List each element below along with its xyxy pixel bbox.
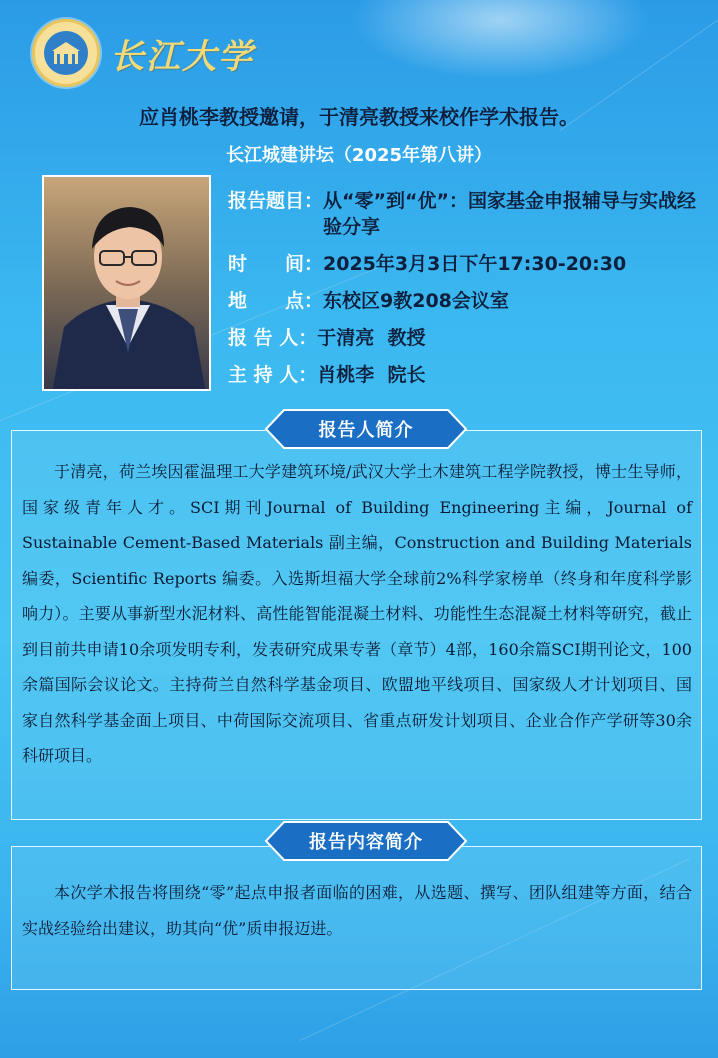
series-title: 长江城建讲坛（2025年第八讲） bbox=[225, 145, 493, 166]
university-name: 长江大学 bbox=[110, 36, 254, 77]
speaker-label: 报 告 人： bbox=[228, 327, 318, 349]
lecture-info bbox=[228, 188, 713, 399]
speaker-intro-tab bbox=[262, 408, 470, 450]
host-label: 主 持 人： bbox=[228, 364, 318, 386]
background-glow bbox=[350, 0, 650, 80]
time-label: 时 间： bbox=[228, 253, 324, 275]
time-row bbox=[228, 251, 713, 277]
university-seal-icon bbox=[32, 19, 100, 87]
speaker-row bbox=[228, 325, 713, 351]
speaker-intro-title: 报告人简介 bbox=[318, 420, 414, 441]
topic-label: 报告题目： bbox=[228, 190, 324, 212]
place-label: 地 点： bbox=[228, 290, 324, 312]
speaker-photo bbox=[42, 175, 211, 391]
invitation-title: 应肖桃李教授邀请，于清亮教授来校作学术报告。 bbox=[139, 105, 579, 129]
place-row bbox=[228, 288, 713, 314]
content-intro-title: 报告内容简介 bbox=[309, 832, 423, 853]
speaker-value: 于清亮 教授 bbox=[317, 327, 426, 349]
content-intro-text: 本次学术报告将围绕“零”起点申报者面临的困难，从选题、撰写、团队组建等方面，结合实战经验给出建议，助其向“优”质申报迈进。 bbox=[22, 883, 692, 938]
header-logo bbox=[32, 18, 254, 88]
host-row bbox=[228, 362, 713, 388]
host-value: 肖桃李 院长 bbox=[317, 364, 426, 386]
content-intro-tab bbox=[262, 820, 470, 862]
topic-value: 从“零”到“优”：国家基金申报辅导与实战经验分享 bbox=[323, 190, 696, 238]
speaker-intro-text: 于清亮，荷兰埃因霍温理工大学建筑环境/武汉大学土木建筑工程学院教授，博士生导师，国家级青年人才。SCI期刊Journal of Building Engineering主编，Journal of Sustainable Cement-Based Materials 副主编，Construction and Building Materials 编委，Scientific Reports 编委。入选斯坦福大学全球前2%科学家榜单（终身和年度科学影响力）。主要从事新型水泥材料、高性能智能混凝土材料、功能性生态混凝土材料等研究，截止到目前共申请10余项发明专利，发表研究成果专著（章节）4部，160余篇SCI期刊论文，100余篇国际会议论文。主持荷兰自然科学基金项目、欧盟地平线项目、国家级人才计划项目、国家自然科学基金面上项目、中荷国际交流项目、省重点研发计划项目、企业合作产学研等30余科研项目。 bbox=[22, 462, 692, 765]
time-value: 2025年3月3日下午17:30-20:30 bbox=[323, 253, 627, 275]
place-value: 东校区9教208会议室 bbox=[323, 290, 509, 312]
topic-row bbox=[228, 188, 713, 240]
